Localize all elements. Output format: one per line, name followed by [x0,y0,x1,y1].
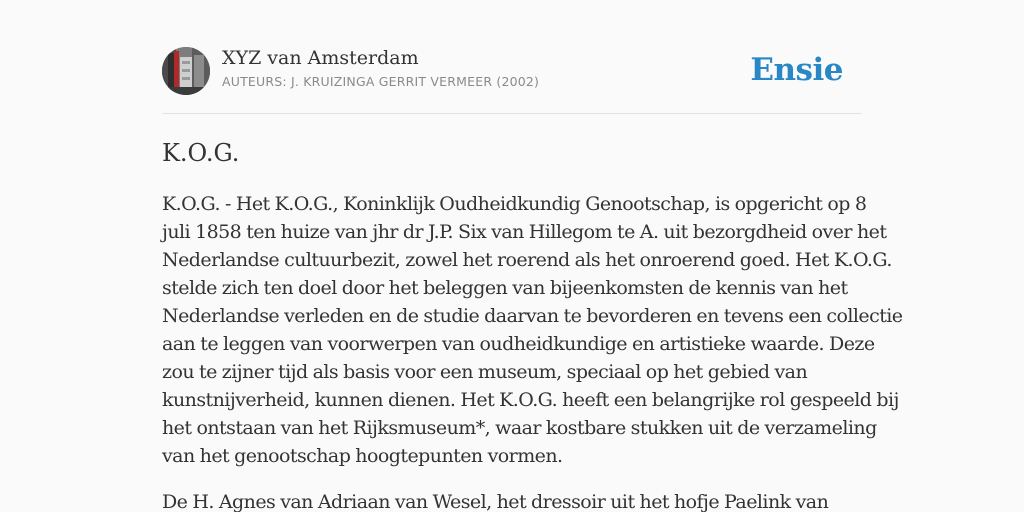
body-line: juli 1858 ten huize van jhr dr J.P. Six van Hillegom te A. uit bezorgdheid over het [162,221,887,243]
article-body [162,190,903,512]
body-line: van het genootschap hoogtepunten vormen. [162,445,563,467]
article-title: K.O.G. [162,139,240,167]
book-cover-photo-graphic [162,47,210,95]
book-cover-photo-icon[interactable] [162,47,210,95]
paragraph-2 [162,488,866,512]
body-line: K.O.G. - Het K.O.G., Koninklijk Oudheidkundig Genootschap, is opgericht op 8 [162,193,867,215]
authors-line: AUTEURS: J. KRUIZINGA GERRIT VERMEER (2002) [222,74,540,89]
source-title[interactable]: XYZ van Amsterdam [222,47,419,69]
header-divider [162,113,862,114]
body-line: Nederlandse verleden en de studie daarvan te bevorderen en tevens een collectie [162,305,903,327]
body-line: kunstnijverheid, kunnen dienen. Het K.O.G. heeft een belangrijke rol gespeeld bij [162,389,899,411]
ensie-logo[interactable]: Ensie [750,52,843,88]
body-line: het ontstaan van het Rijksmuseum*, waar kostbare stukken uit de verzameling [162,417,877,439]
body-line: zou te zijner tijd als basis voor een museum, speciaal op het gebied van [162,361,808,383]
paragraph-1 [162,190,903,470]
body-line: stelde zich ten doel door het beleggen van bijeenkomsten de kennis van het [162,277,848,299]
source-header [162,46,862,96]
body-line: De H. Agnes van Adriaan van Wesel, het dressoir uit het hofje Paelink van [162,491,829,512]
body-line: Nederlandse cultuurbezit, zowel het roerend als het onroerend goed. Het K.O.G. [162,249,892,271]
body-line: aan te leggen van voorwerpen van oudheidkundige en artistieke waarde. Deze [162,333,875,355]
